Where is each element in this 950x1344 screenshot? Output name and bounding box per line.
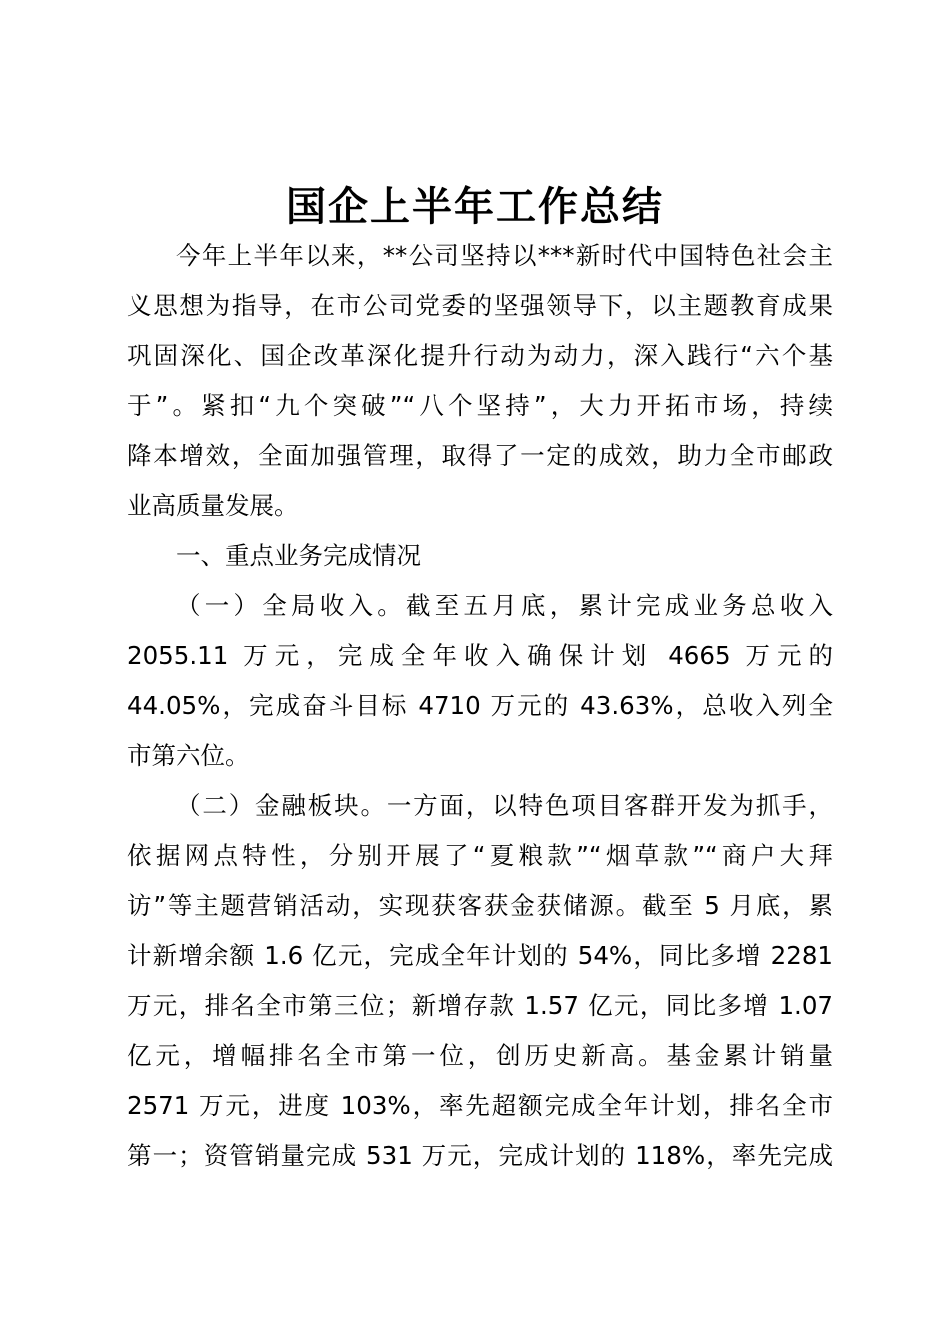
paragraph-line: 市第六位。 <box>127 741 250 770</box>
paragraph-line: 于”。紧扣“九个突破”“八个坚持”，大力开拓市场，持续 <box>127 391 833 420</box>
paragraph-line: （一）全局收入。截至五月底，累计完成业务总收入 <box>176 591 833 620</box>
paragraph-line: 2055.11 万元，完成全年收入确保计划 4665 万元的 <box>127 641 833 670</box>
paragraph-line: 依据网点特性，分别开展了“夏粮款”“烟草款”“商户大拜 <box>127 841 833 870</box>
paragraph-line: 2571 万元，进度 103%，率先超额完成全年计划，排名全市 <box>127 1091 833 1120</box>
paragraph-line: 计新增余额 1.6 亿元，完成全年计划的 54%，同比多增 2281 <box>127 941 833 970</box>
paragraph-line: 亿元，增幅排名全市第一位，创历史新高。基金累计销量 <box>127 1041 833 1070</box>
paragraph-line: 万元，排名全市第三位；新增存款 1.57 亿元，同比多增 1.07 <box>127 991 833 1020</box>
paragraph-line: 第一；资管销量完成 531 万元，完成计划的 118%，率先完成 <box>127 1141 833 1170</box>
paragraph-line: 今年上半年以来，**公司坚持以***新时代中国特色社会主 <box>176 241 833 270</box>
paragraph-line: 义思想为指导，在市公司党委的坚强领导下，以主题教育成果 <box>127 291 833 320</box>
paragraph-line: 业高质量发展。 <box>127 491 299 520</box>
document-title: 国企上半年工作总结 <box>286 183 664 230</box>
paragraph-line: 降本增效，全面加强管理，取得了一定的成效，助力全市邮政 <box>127 441 833 470</box>
paragraph-line: 44.05%，完成奋斗目标 4710 万元的 43.63%，总收入列全 <box>127 691 833 720</box>
section-heading: 一、重点业务完成情况 <box>176 541 421 570</box>
paragraph-line: （二）金融板块。一方面，以特色项目客群开发为抓手， <box>176 791 833 820</box>
paragraph-line: 访”等主题营销活动，实现获客获金获储源。截至 5 月底，累 <box>127 891 833 920</box>
paragraph-line: 巩固深化、国企改革深化提升行动为动力，深入践行“六个基 <box>127 341 833 370</box>
